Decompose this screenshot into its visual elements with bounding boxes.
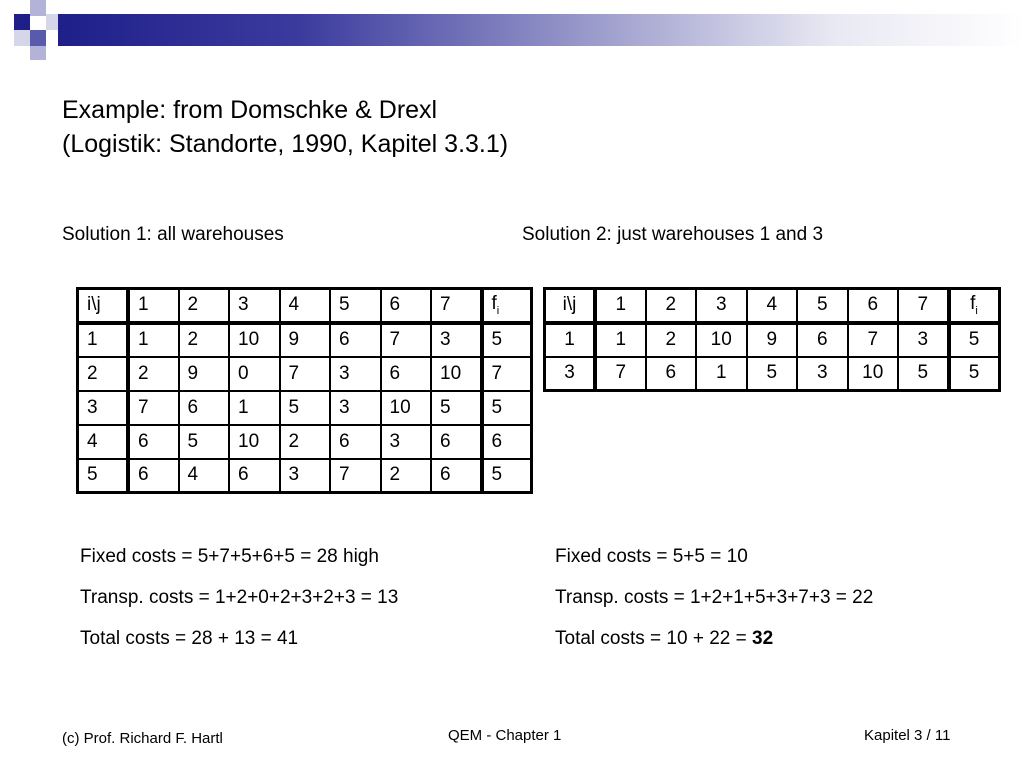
table-cell: 3 (280, 459, 331, 493)
table-cell: 5 (280, 391, 331, 425)
total-costs-formula: Total costs = 10 + 22 = (555, 628, 752, 649)
footer-page-number: Kapitel 3 / 11 (864, 727, 951, 744)
table-cell: 3 (797, 357, 848, 391)
table-cell: 2 (78, 357, 129, 391)
table-row (545, 357, 1000, 391)
solution2-total-costs (555, 628, 773, 650)
table-cell: 1 (696, 357, 747, 391)
header-cell: 2 (646, 289, 697, 323)
table-cell: 5 (747, 357, 798, 391)
table-cell: 2 (381, 459, 432, 493)
header-cell: 1 (128, 289, 179, 323)
solution2-fixed-costs: Fixed costs = 5+5 = 10 (555, 546, 748, 567)
header-cell: 6 (381, 289, 432, 323)
table-cell: 6 (431, 459, 482, 493)
table-cell: 2 (128, 357, 179, 391)
table-cell: 5 (431, 391, 482, 425)
table-header-row (545, 289, 1000, 323)
table-cell: 3 (78, 391, 129, 425)
table-cell: 10 (381, 391, 432, 425)
header-cell: 7 (898, 289, 949, 323)
table-cell: 6 (128, 459, 179, 493)
table-cell: 6 (179, 391, 230, 425)
table-cell: 6 (381, 357, 432, 391)
deco-square (46, 14, 58, 30)
table-cell: 6 (330, 425, 381, 459)
table-cell: 7 (128, 391, 179, 425)
table-cell: 3 (898, 323, 949, 357)
table-row (78, 357, 532, 391)
solution2-cost-table (543, 287, 1001, 392)
table-cell: 5 (179, 425, 230, 459)
title-line-1: Example: from Domschke & Drexl (62, 96, 438, 124)
header-cell: i\j (78, 289, 129, 323)
table-cell: 6 (797, 323, 848, 357)
table-row (78, 391, 532, 425)
table-cell: 5 (949, 323, 1000, 357)
table-cell: 5 (949, 357, 1000, 391)
table-cell: 1 (595, 323, 646, 357)
table-cell: 6 (330, 323, 381, 357)
header-cell: 1 (595, 289, 646, 323)
i-subscript: i (496, 305, 500, 318)
table-cell: 6 (431, 425, 482, 459)
table-cell: 9 (179, 357, 230, 391)
header-cell: 4 (280, 289, 331, 323)
footer-author: (c) Prof. Richard F. Hartl (62, 730, 223, 747)
slide-title (62, 93, 508, 161)
table-cell: 4 (179, 459, 230, 493)
solution1-cost-table (76, 287, 533, 494)
table-cell: 10 (229, 323, 280, 357)
table-cell: 6 (128, 425, 179, 459)
f-symbol: f (491, 293, 497, 315)
header-cell: 5 (797, 289, 848, 323)
total-costs-value: 32 (752, 628, 774, 649)
table-cell: 10 (696, 323, 747, 357)
solution1-total-costs: Total costs = 28 + 13 = 41 (80, 628, 299, 649)
table-row (78, 459, 532, 493)
header-cell: 4 (747, 289, 798, 323)
table-cell: 3 (431, 323, 482, 357)
table-cell: 6 (482, 425, 532, 459)
header-cell: 3 (229, 289, 280, 323)
header-gradient-bar (58, 14, 1024, 46)
deco-square (30, 0, 46, 16)
table-cell: 2 (280, 425, 331, 459)
table-cell: 5 (482, 391, 532, 425)
table-cell: 5 (78, 459, 129, 493)
header-cell: 6 (848, 289, 899, 323)
header-cell-fixed-cost (949, 289, 1000, 323)
table-cell: 7 (280, 357, 331, 391)
table-cell: 6 (229, 459, 280, 493)
table-row (78, 323, 532, 357)
deco-square (14, 30, 30, 46)
table-cell: 7 (848, 323, 899, 357)
table-cell: 3 (381, 425, 432, 459)
table-cell: 3 (545, 357, 596, 391)
deco-square (30, 46, 46, 60)
table-cell: 2 (646, 323, 697, 357)
header-cell: 3 (696, 289, 747, 323)
table-cell: 6 (646, 357, 697, 391)
table-cell: 7 (595, 357, 646, 391)
table-cell: 4 (78, 425, 129, 459)
table-cell: 7 (330, 459, 381, 493)
table-row (545, 323, 1000, 357)
header-cell-fixed-cost (482, 289, 532, 323)
table-cell: 1 (545, 323, 596, 357)
table-cell: 10 (848, 357, 899, 391)
table-cell: 10 (431, 357, 482, 391)
table-cell: 10 (229, 425, 280, 459)
table-cell: 0 (229, 357, 280, 391)
header-decoration (0, 0, 1024, 70)
table-cell: 1 (78, 323, 129, 357)
table-cell: 7 (482, 357, 532, 391)
solution2-transport-costs: Transp. costs = 1+2+1+5+3+7+3 = 22 (555, 587, 874, 608)
deco-square (30, 30, 46, 46)
table-cell: 1 (128, 323, 179, 357)
table-cell: 3 (330, 391, 381, 425)
table-cell: 7 (381, 323, 432, 357)
table-cell: 9 (747, 323, 798, 357)
header-cell: i\j (545, 289, 596, 323)
header-cell: 5 (330, 289, 381, 323)
f-symbol: f (970, 293, 976, 315)
solution1-transport-costs: Transp. costs = 1+2+0+2+3+2+3 = 13 (80, 587, 399, 608)
table-cell: 5 (898, 357, 949, 391)
table-row (78, 425, 532, 459)
footer-chapter: QEM - Chapter 1 (448, 727, 562, 744)
deco-square (14, 14, 30, 30)
header-cell: 2 (179, 289, 230, 323)
table-cell: 1 (229, 391, 280, 425)
i-subscript: i (975, 305, 978, 318)
table-cell: 2 (179, 323, 230, 357)
table-cell: 9 (280, 323, 331, 357)
solution1-label: Solution 1: all warehouses (62, 224, 284, 245)
header-cell: 7 (431, 289, 482, 323)
solution1-fixed-costs: Fixed costs = 5+7+5+6+5 = 28 high (80, 546, 379, 567)
table-header-row (78, 289, 532, 323)
table-cell: 3 (330, 357, 381, 391)
table-cell: 5 (482, 323, 532, 357)
title-line-2: (Logistik: Standorte, 1990, Kapitel 3.3.1) (62, 130, 509, 158)
table-cell: 5 (482, 459, 532, 493)
solution2-label: Solution 2: just warehouses 1 and 3 (522, 224, 824, 245)
